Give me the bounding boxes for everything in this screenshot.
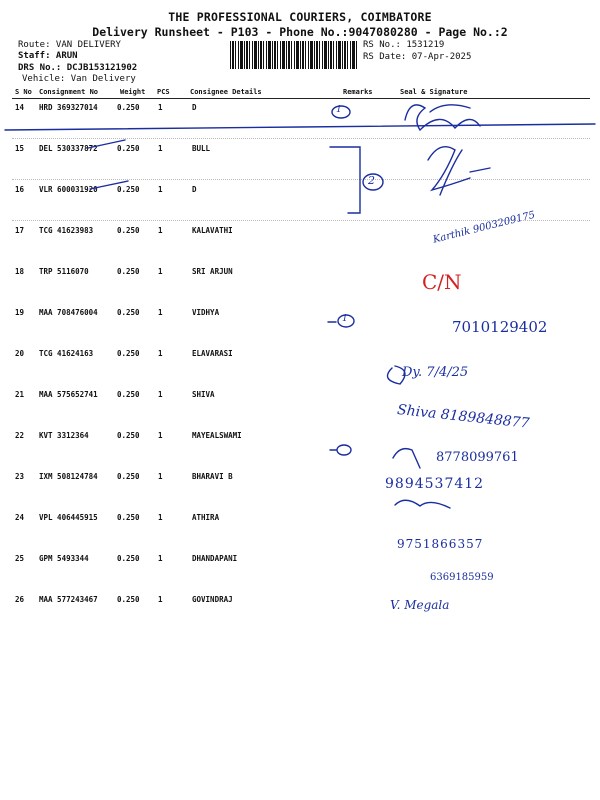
col-consignment: Consignment No	[39, 88, 99, 96]
row-weight: 0.250	[117, 554, 140, 563]
handwritten-phone: 8778099761	[436, 450, 519, 465]
staff-label: Staff: ARUN	[18, 51, 78, 61]
row-consignment: MAA 708476004	[39, 308, 98, 317]
remark-circled-1: 1	[336, 105, 342, 115]
row-sno: 19	[15, 308, 25, 317]
row-pcs: 1	[158, 595, 163, 604]
row-pcs: 1	[158, 103, 163, 112]
handwritten-signature: Shiva 8189848877	[396, 402, 531, 432]
row-consignment: IXM 508124784	[39, 472, 98, 481]
rs-number: RS No.: 1531219	[363, 40, 445, 50]
handwritten-signature: V. Megala	[390, 598, 450, 612]
row-sno: 24	[15, 513, 25, 522]
row-sno: 22	[15, 431, 25, 440]
row-pcs: 1	[158, 308, 163, 317]
row-sno: 15	[15, 144, 25, 153]
row-consignment: MAA 577243467	[39, 595, 98, 604]
row-pcs: 1	[158, 554, 163, 563]
row-consignment: KVT 3312364	[39, 431, 89, 440]
runsheet-subtitle: Delivery Runsheet - P103 - Phone No.:9047080280 - Page No.:2	[92, 25, 508, 39]
row-weight: 0.250	[117, 185, 140, 194]
row-consignee: ELAVARASI	[192, 349, 233, 358]
row-consignee: MAYEALSWAMI	[192, 431, 242, 440]
row-pcs: 1	[158, 513, 163, 522]
row-pcs: 1	[158, 144, 163, 153]
row-pcs: 1	[158, 472, 163, 481]
row-weight: 0.250	[117, 349, 140, 358]
handwritten-date: Dy. 7/4/25	[402, 365, 469, 380]
row-sno: 23	[15, 472, 25, 481]
row-consignee: DHANDAPANI	[192, 554, 238, 563]
col-remarks: Remarks	[343, 88, 373, 96]
row-consignment: TCG 41623983	[39, 226, 94, 235]
row-consignment: GPM 5493344	[39, 554, 89, 563]
handwritten-phone: 9894537412	[385, 476, 485, 492]
row-sno: 21	[15, 390, 25, 399]
handwritten-cn-mark: C/N	[422, 270, 462, 294]
col-consignee: Consignee Details	[190, 88, 262, 96]
remark-circled-2: 2	[368, 174, 375, 187]
row-weight: 0.250	[117, 513, 140, 522]
row-consignee: VIDHYA	[192, 308, 220, 317]
row-weight: 0.250	[117, 226, 140, 235]
col-weight: Weight	[120, 88, 146, 96]
remark-circled-1b: 1	[342, 314, 348, 324]
row-consignee: BULL	[192, 144, 211, 153]
row-consignment: TCG 41624163	[39, 349, 94, 358]
col-seal-signature: Seal & Signature	[400, 88, 468, 96]
row-pcs: 1	[158, 349, 163, 358]
row-pcs: 1	[158, 226, 163, 235]
row-weight: 0.250	[117, 431, 140, 440]
row-weight: 0.250	[117, 472, 140, 481]
drs-number: DRS No.: DCJB153121902	[18, 63, 138, 73]
row-weight: 0.250	[117, 267, 140, 276]
route-label: Route: VAN DELIVERY	[18, 40, 121, 50]
handwritten-phone: 9751866357	[397, 537, 484, 551]
row-consignee: KALAVATHI	[192, 226, 233, 235]
handwritten-phone: 7010129402	[452, 318, 548, 336]
row-pcs: 1	[158, 185, 163, 194]
row-consignment: TRP 5116070	[39, 267, 89, 276]
row-consignment: DEL 530337872	[39, 144, 98, 153]
handwritten-signature: Karthik 9003209175	[432, 209, 537, 246]
row-weight: 0.250	[117, 595, 140, 604]
row-sno: 18	[15, 267, 25, 276]
row-consignment: HRD 369327014	[39, 103, 98, 112]
row-pcs: 1	[158, 267, 163, 276]
company-title: THE PROFESSIONAL COURIERS, COIMBATORE	[168, 10, 432, 24]
row-consignee: BHARAVI B	[192, 472, 233, 481]
row-consignee: GOVINDRAJ	[192, 595, 233, 604]
row-weight: 0.250	[117, 390, 140, 399]
row-sno: 26	[15, 595, 25, 604]
row-consignee: ATHIRA	[192, 513, 220, 522]
row-consignee: SHIVA	[192, 390, 215, 399]
row-consignment: VPL 406445915	[39, 513, 98, 522]
row-consignee: D	[192, 103, 197, 112]
row-pcs: 1	[158, 431, 163, 440]
row-weight: 0.250	[117, 144, 140, 153]
row-sno: 17	[15, 226, 25, 235]
row-sno: 20	[15, 349, 25, 358]
row-sno: 25	[15, 554, 25, 563]
row-consignee: D	[192, 185, 197, 194]
row-sno: 14	[15, 103, 25, 112]
vehicle-label: Vehicle: Van Delivery	[22, 74, 136, 84]
row-sno: 16	[15, 185, 25, 194]
row-consignment: VLR 600031920	[39, 185, 98, 194]
rs-date: RS Date: 07-Apr-2025	[363, 52, 472, 62]
col-sno: S No	[15, 88, 32, 96]
row-consignee: SRI ARJUN	[192, 267, 233, 276]
row-weight: 0.250	[117, 308, 140, 317]
row-pcs: 1	[158, 390, 163, 399]
handwritten-phone: 6369185959	[430, 572, 494, 583]
row-consignment: MAA 575652741	[39, 390, 98, 399]
row-weight: 0.250	[117, 103, 140, 112]
col-pcs: PCS	[157, 88, 170, 96]
